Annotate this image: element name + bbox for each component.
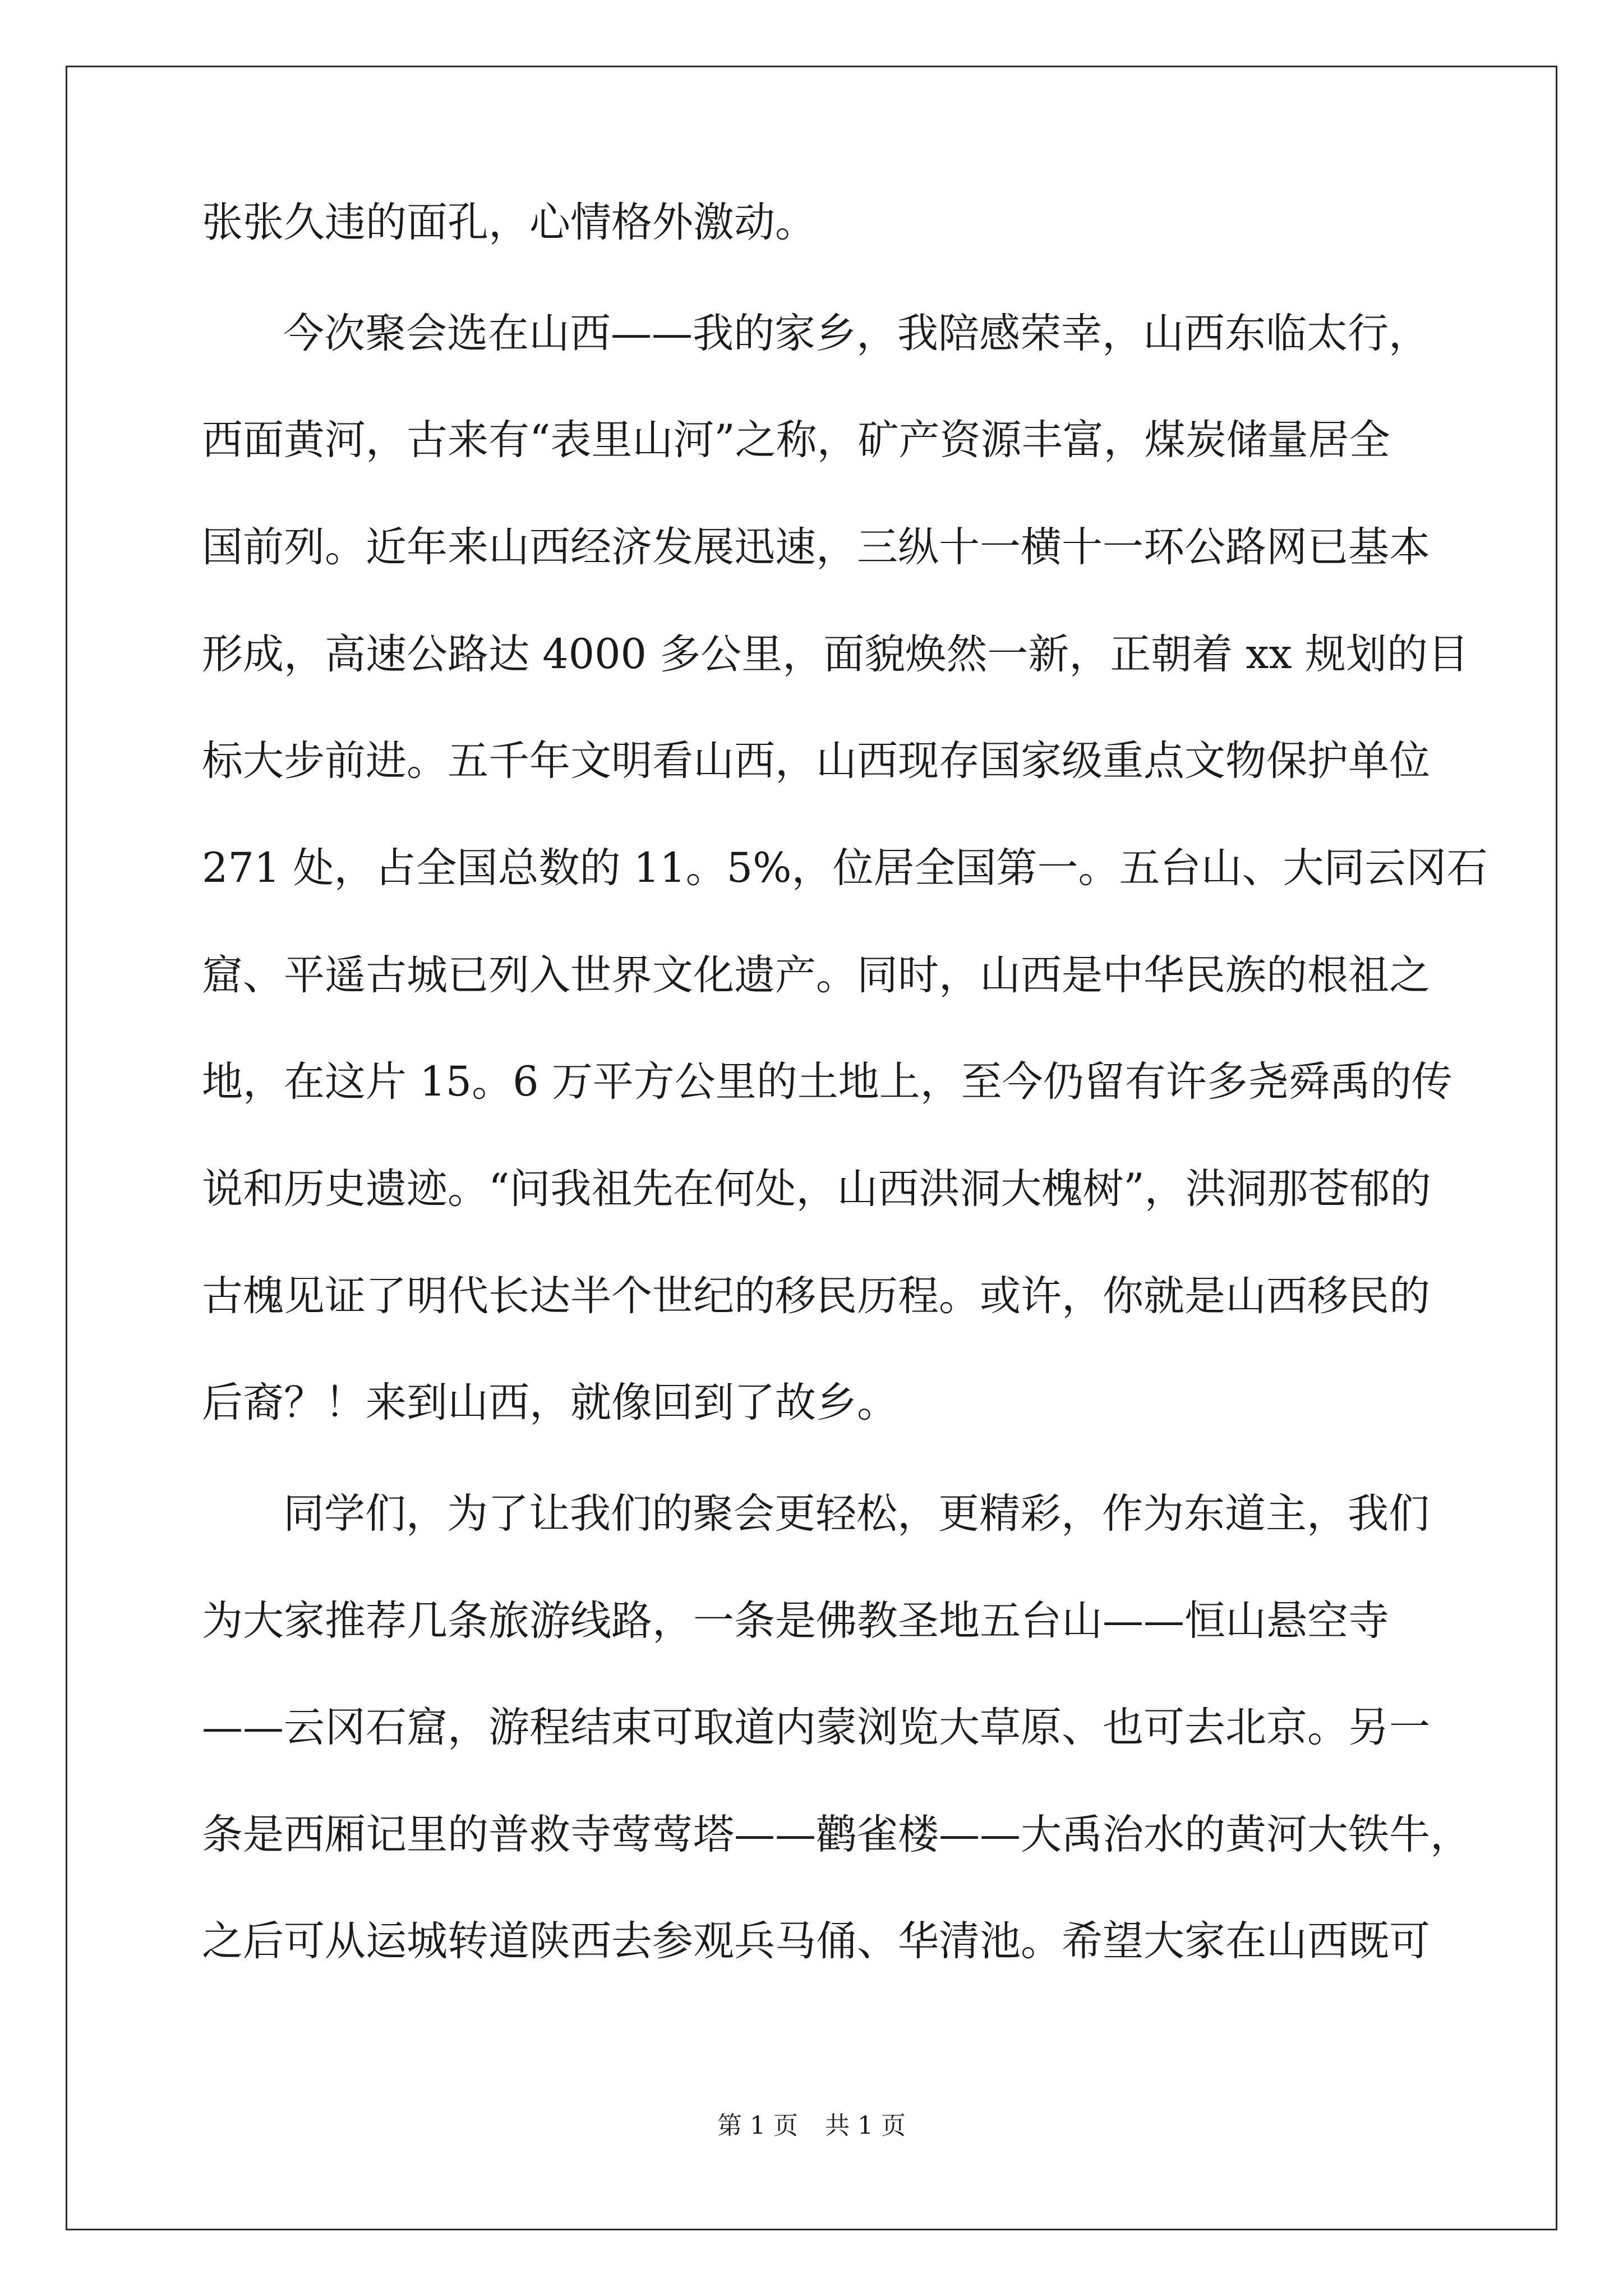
page-total: 共 1 页 [825,2111,906,2140]
page-number: 第 1 页 [717,2111,798,2140]
body-line: ——云冈石窟，游程结束可取道内蒙浏览大草原、也可去北京。另一 [202,1704,1430,1751]
body-line: 标大步前进。五千年文明看山西，山西现存国家级重点文物保护单位 [202,737,1430,785]
body-line: 后裔？！来到山西，就像回到了故乡。 [202,1379,898,1427]
page-border [66,66,1557,2230]
body-line: 窟、平遥古城已列入世界文化遗产。同时，山西是中华民族的根祖之 [202,951,1430,999]
body-line: 西面黄河，古来有“表里山河”之称，矿产资源丰富，煤炭储量居全 [202,416,1390,464]
paragraph-start-line: 同学们，为了让我们的聚会更轻松，更精彩，作为东道主，我们 [283,1490,1430,1538]
body-line: 说和历史遗迹。“问我祖先在何处，山西洪洞大槐树”，洪洞那苍郁的 [202,1165,1431,1213]
page-footer [0,2109,1623,2143]
paragraph-start-line: 今次聚会选在山西——我的家乡，我陪感荣幸，山西东临太行， [283,310,1430,357]
body-line: 形成，高速公路达 4000 多公里，面貌焕然一新，正朝着 xx 规划的目 [202,631,1469,678]
body-line: 国前列。近年来山西经济发展迅速，三纵十一横十一环公路网已基本 [202,523,1430,571]
body-line: 271 处，占全国总数的 11。5%，位居全国第一。五台山、大同云冈石 [202,844,1488,892]
body-line: 为大家推荐几条旅游线路，一条是佛教圣地五台山——恒山悬空寺 [202,1597,1389,1645]
body-line: 张张久违的面孔，心情格外激动。 [202,199,816,246]
body-line: 之后可从运城转道陕西去参观兵马俑、华清池。希望大家在山西既可 [202,1917,1430,1965]
body-line: 地，在这片 15。6 万平方公里的土地上，至今仍留有许多尧舜禹的传 [202,1058,1453,1106]
body-line: 条是西厢记里的普救寺莺莺塔——鹳雀楼——大禹治水的黄河大铁牛， [202,1811,1471,1858]
body-line: 古槐见证了明代长达半个世纪的移民历程。或许，你就是山西移民的 [202,1272,1430,1320]
